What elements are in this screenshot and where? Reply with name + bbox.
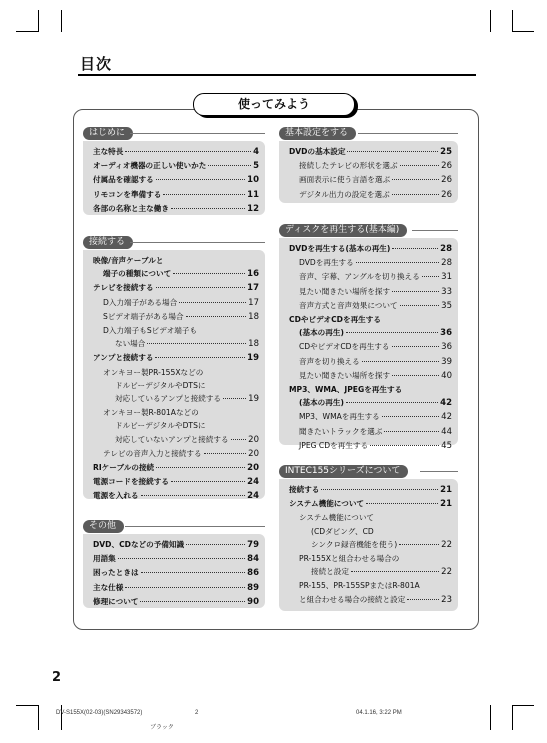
toc-entry-text: 端子の種類について (103, 269, 172, 279)
toc-entry (93, 254, 259, 267)
toc-entry (289, 383, 452, 396)
toc-leader-dots (118, 557, 245, 559)
toc-entry-text: 用語集 (93, 554, 116, 564)
section-title-setsuzoku: 接続する (83, 236, 133, 249)
toc-entry-page: 35 (441, 300, 452, 311)
toc-entry-page: 16 (247, 269, 259, 280)
toc-entry (93, 310, 259, 324)
crop-mark (490, 705, 491, 730)
section-rule (420, 471, 458, 472)
toc-leader-dots (370, 444, 439, 446)
section-title-kihon-settei: 基本設定をする (279, 127, 356, 140)
toc-entry (93, 366, 259, 379)
toc-entry-page: 20 (248, 448, 259, 459)
crop-mark (512, 705, 534, 706)
toc-entry (93, 145, 259, 159)
toc-entry-text: シンクロ録音機能を使う) (311, 539, 398, 549)
toc-entry-text: MP3、WMAを再生する (299, 412, 380, 422)
footer-color: ブラック (150, 725, 174, 731)
toc-entry-text: オンキヨー製PR-155Xなどの (103, 367, 204, 377)
toc-leader-dots (156, 466, 245, 468)
toc-leader-dots (392, 374, 439, 376)
crop-mark (38, 705, 39, 730)
toc-entry-page: 89 (247, 582, 259, 593)
toc-leader-dots (382, 415, 439, 417)
toc-entry (289, 511, 452, 524)
toc-leader-dots (399, 543, 439, 545)
toc-entry-page: 42 (440, 398, 452, 409)
toc-entry-page: 21 (440, 485, 452, 495)
toc-entry (93, 419, 259, 432)
crop-mark (16, 705, 38, 706)
toc-entry (93, 202, 259, 216)
section-box-setsuzoku (83, 250, 265, 502)
toc-entry (93, 447, 259, 461)
toc-entry-text: 各部の名称と主な働き (93, 203, 169, 213)
toc-entry-text: DVDの基本設定 (289, 147, 346, 156)
toc-entry (289, 188, 452, 202)
toc-entry-text: 電源コードを接続する (93, 477, 169, 487)
toc-leader-dots (155, 356, 245, 358)
crop-mark (61, 10, 62, 32)
toc-leader-dots (392, 290, 439, 292)
toc-entry-text: 主な特長 (93, 147, 124, 156)
crop-mark (61, 705, 62, 730)
toc-entry-text: ない場合 (115, 339, 146, 349)
toc-entry-page: 24 (247, 477, 259, 488)
toc-entry-text: 音声方式と音声効果について (299, 300, 398, 310)
toc-entry-text: 見たい聞きたい場所を探す (299, 286, 391, 296)
toc-entry-text: 見たい聞きたい場所を探す (299, 370, 391, 380)
toc-entry (289, 593, 452, 607)
toc-entry-text: 映像/音声ケーブルと (93, 256, 164, 265)
toc-entry-text: DVDを再生する(基本の再生) (289, 244, 391, 253)
toc-entry (289, 355, 452, 369)
toc-entry-text: 音声、字幕、アングルを切り換える (299, 272, 420, 282)
toc-entry (289, 552, 452, 565)
toc-entry-page: 24 (247, 491, 259, 502)
toc-entry (93, 475, 259, 489)
toc-entry (289, 299, 452, 313)
section-box-disc-playback (279, 238, 458, 451)
toc-entry (93, 296, 259, 310)
toc-entry (289, 326, 452, 340)
toc-entry-page: 12 (247, 203, 259, 214)
toc-entry-text: ドルビーデジタルやDTSに (115, 380, 206, 390)
crop-mark (490, 10, 491, 32)
toc-entry (289, 396, 452, 410)
toc-entry-text: 電源を入れる (93, 491, 139, 501)
toc-entry-text: 音声を切り換える (299, 356, 360, 366)
toc-leader-dots (392, 193, 440, 195)
toc-entry-page: 31 (441, 272, 452, 283)
toc-entry-text: ドルビーデジタルやDTSに (115, 421, 206, 431)
section-rule (125, 526, 265, 527)
toc-leader-dots (356, 261, 439, 263)
section-title-hajimeni: はじめに (83, 127, 133, 140)
toc-entry (289, 340, 452, 354)
toc-entry-text: テレビの音声入力と接続する (103, 448, 202, 458)
section-rule (130, 242, 265, 243)
crop-mark (38, 10, 39, 32)
toc-leader-dots (223, 397, 246, 399)
toc-entry (289, 369, 452, 383)
toc-entry (289, 159, 452, 173)
toc-entry-page: 39 (441, 356, 452, 367)
toc-leader-dots (179, 301, 246, 303)
toc-entry-page: 23 (441, 594, 452, 605)
toc-entry-page: 90 (247, 596, 259, 607)
toc-entry (289, 145, 452, 159)
toc-entry-text: システム機能について (289, 499, 365, 509)
toc-entry (289, 285, 452, 299)
section-box-kihon-settei (279, 141, 458, 203)
crop-mark (512, 10, 513, 32)
toc-entry-text: 付属品を確認する (93, 175, 154, 185)
toc-entry (289, 538, 452, 552)
toc-entry (93, 581, 259, 595)
toc-leader-dots (384, 430, 439, 432)
toc-leader-dots (392, 247, 438, 249)
toc-entry (93, 461, 259, 475)
toc-leader-dots (156, 286, 246, 288)
toc-entry (289, 525, 452, 538)
toc-entry-page: 26 (441, 175, 452, 186)
toc-entry-page: 10 (247, 175, 259, 186)
toc-entry-page: 22 (441, 567, 452, 578)
toc-entry-text: 対応していないアンプと接続する (115, 434, 229, 444)
toc-leader-dots (163, 193, 245, 195)
toc-entry-text: (基本の再生) (299, 398, 344, 408)
toc-entry-page: 20 (248, 434, 259, 445)
footer-page: 2 (195, 710, 199, 716)
toc-leader-dots (141, 494, 246, 496)
toc-entry-text: 画面表示に使う言語を選ぶ (299, 175, 391, 185)
toc-leader-dots (125, 150, 251, 152)
toc-entry-page: 36 (441, 342, 452, 353)
toc-leader-dots (346, 401, 438, 403)
toc-entry-page: 19 (248, 394, 259, 405)
toc-entry (289, 410, 452, 424)
toc-entry-text: RIケーブルの接続 (93, 463, 155, 473)
toc-leader-dots (366, 502, 438, 504)
toc-entry-text: DVDを再生する (299, 258, 354, 268)
toc-entry-page: 20 (247, 463, 259, 474)
toc-entry-text: デジタル出力の設定を選ぶ (299, 189, 390, 199)
toc-entry (93, 173, 259, 187)
toc-entry (289, 497, 452, 511)
toc-leader-dots (173, 272, 245, 274)
toc-entry-text: と組合わせる場合の接続と設定 (299, 594, 406, 604)
toc-entry-page: 17 (247, 283, 259, 294)
toc-entry (93, 595, 259, 609)
toc-leader-dots (186, 543, 245, 545)
toc-leader-dots (392, 178, 439, 180)
toc-entry (289, 313, 452, 326)
section-box-intec155 (279, 479, 458, 611)
toc-entry-page: 5 (253, 161, 259, 172)
toc-entry-text: システム機能について (299, 513, 375, 523)
toc-leader-dots (186, 315, 247, 317)
toc-leader-dots (231, 438, 247, 440)
toc-entry-text: 困ったときは (93, 568, 139, 578)
toc-entry-page: 21 (440, 499, 452, 510)
toc-leader-dots (362, 360, 439, 362)
toc-entry-page: 45 (441, 440, 452, 451)
toc-entry-page: 28 (440, 244, 452, 254)
toc-entry-text: JPEG CDを再生する (299, 440, 369, 450)
section-rule (130, 133, 265, 134)
toc-entry-text: CDやビデオCDを再生する (299, 342, 390, 352)
toc-entry (93, 538, 259, 552)
toc-entry (289, 173, 452, 187)
toc-leader-dots (347, 150, 438, 152)
toc-entry-page: 84 (247, 554, 259, 565)
toc-entry (93, 324, 259, 337)
toc-entry-text: 対応しているアンプと接続する (115, 394, 222, 404)
toc-entry-text: アンプと接続する (93, 353, 154, 363)
toc-entry-text: DVD、CDなどの予備知識 (93, 540, 185, 549)
toc-entry (289, 425, 452, 439)
toc-entry-page: 44 (441, 426, 452, 437)
page-number: 2 (52, 670, 62, 685)
toc-entry (289, 439, 452, 453)
toc-entry (93, 552, 259, 566)
toc-entry (93, 433, 259, 447)
toc-entry (93, 406, 259, 419)
toc-leader-dots (171, 207, 245, 209)
section-title-sonota: その他 (83, 520, 124, 533)
toc-entry-text: オンキヨー製R-801Aなどの (103, 408, 199, 418)
section-title-disc-playback: ディスクを再生する(基本編) (279, 224, 407, 237)
section-rule (412, 230, 458, 231)
toc-entry (93, 188, 259, 202)
toc-entry-text: D入力端子がある場合 (103, 297, 178, 307)
toc-entry (289, 579, 452, 592)
toc-entry-text: (CDダビング、CD (311, 526, 374, 536)
toc-leader-dots (156, 178, 245, 180)
toc-entry-page: 86 (247, 568, 259, 579)
toc-entry (93, 379, 259, 392)
toc-entry-page: 28 (441, 258, 452, 269)
toc-entry-text: MP3、WMA、JPEGを再生する (289, 385, 403, 395)
toc-leader-dots (204, 452, 247, 454)
toc-entry (93, 566, 259, 580)
toc-entry (93, 337, 259, 351)
toc-entry-page: 4 (253, 147, 259, 157)
toc-entry (289, 565, 452, 579)
toc-entry-page: 18 (248, 339, 259, 350)
toc-entry-page: 18 (248, 311, 259, 322)
toc-leader-dots (147, 342, 246, 344)
toc-entry (93, 159, 259, 173)
toc-entry (289, 483, 452, 497)
toc-entry-text: 接続する (289, 485, 320, 494)
toc-entry-page: 26 (441, 189, 452, 200)
toc-entry-text: 修理について (93, 596, 139, 606)
toc-entry-page: 33 (441, 286, 452, 297)
toc-entry-page: 19 (247, 353, 259, 364)
toc-leader-dots (400, 164, 440, 166)
toc-entry-page: 17 (248, 297, 259, 308)
toc-entry-text: 聞きたいトラックを選ぶ (299, 426, 383, 436)
section-rule (358, 133, 458, 134)
crop-mark (512, 705, 513, 730)
toc-entry (93, 281, 259, 295)
toc-entry-text: テレビを接続する (93, 283, 154, 293)
toc-entry-text: PR-155Xと組合わせる場合の (299, 554, 400, 564)
footer-file: DV-S155X(02-03)(SN29343572) (56, 710, 143, 716)
toc-entry (289, 242, 452, 256)
toc-leader-dots (208, 164, 251, 166)
toc-entry-page: 79 (247, 540, 259, 550)
toc-entry-page: 11 (247, 189, 259, 200)
crop-mark (16, 31, 38, 32)
toc-entry-text: (基本の再生) (299, 328, 344, 338)
footer-date: 04.1.16, 3:22 PM (356, 710, 402, 716)
crop-mark (512, 31, 534, 32)
toc-entry-text: PR-155、PR-155SPまたはR-801A (299, 581, 420, 591)
toc-leader-dots (171, 480, 245, 482)
toc-entry-text: リモコンを準備する (93, 189, 162, 199)
toc-entry-page: 40 (441, 370, 452, 381)
toc-entry (93, 489, 259, 503)
section-title-intec155: INTEC155シリーズについて (279, 465, 408, 478)
toc-leader-dots (407, 598, 439, 600)
toc-entry-text: D入力端子もSビデオ端子も (103, 326, 198, 336)
page-title: 目次 (80, 55, 113, 73)
toc-leader-dots (422, 275, 439, 277)
toc-entry (93, 392, 259, 406)
toc-entry (289, 270, 452, 284)
toc-leader-dots (140, 600, 245, 602)
toc-entry-page: 36 (440, 328, 452, 339)
toc-leader-dots (321, 488, 438, 490)
toc-entry-text: 接続と設定 (311, 567, 349, 577)
toc-leader-dots (346, 331, 438, 333)
section-box-sonota (83, 534, 265, 608)
toc-entry (289, 256, 452, 270)
toc-entry-text: 主な仕様 (93, 582, 124, 592)
toc-leader-dots (351, 570, 439, 572)
toc-leader-dots (125, 586, 245, 588)
toc-leader-dots (400, 304, 440, 306)
toc-entry-text: Sビデオ端子がある場合 (103, 311, 184, 321)
section-box-hajimeni (83, 141, 265, 215)
toc-entry-page: 42 (441, 412, 452, 423)
toc-entry-page: 26 (441, 161, 452, 172)
toc-entry-text: オーディオ機器の正しい使いかた (93, 161, 207, 171)
toc-entry-page: 22 (441, 539, 452, 550)
toc-entry-text: 接続したテレビの形状を選ぶ (299, 161, 398, 171)
section-banner: 使ってみよう (193, 93, 355, 116)
toc-entry (93, 267, 259, 281)
toc-entry (93, 351, 259, 365)
toc-entry-text: CDやビデオCDを再生する (289, 315, 381, 325)
title-rule (78, 74, 476, 76)
toc-leader-dots (141, 571, 246, 573)
toc-leader-dots (392, 345, 440, 347)
toc-entry-page: 25 (440, 147, 452, 157)
